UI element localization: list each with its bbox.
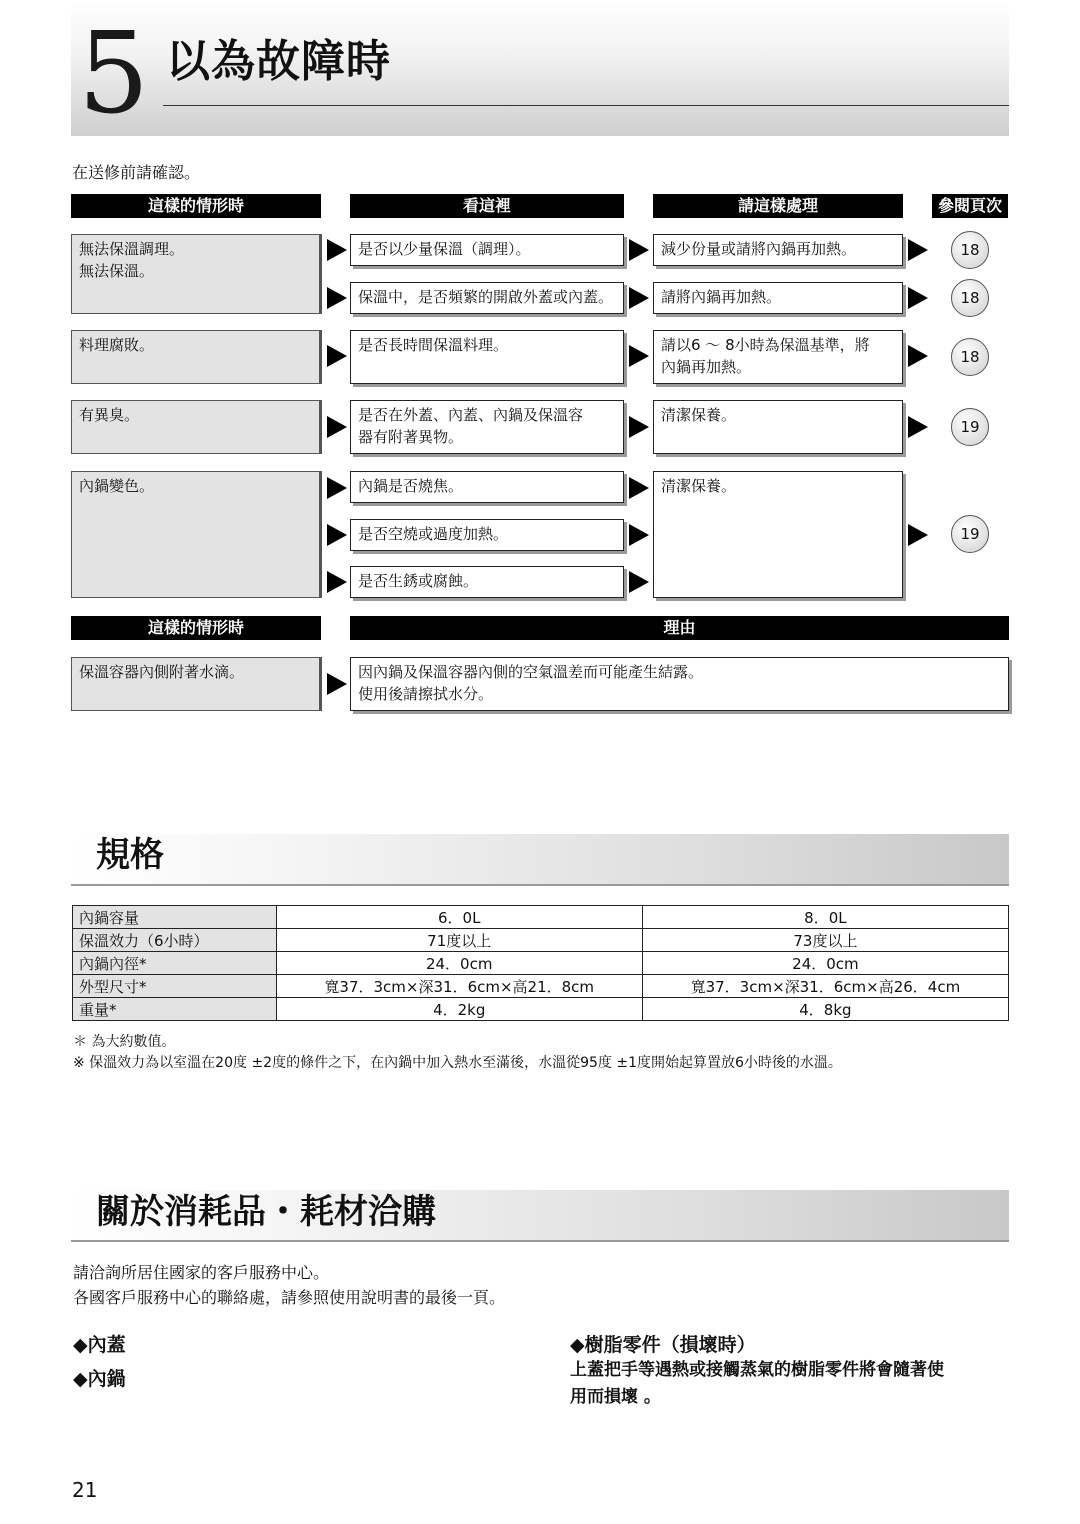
spec-label: 保溫效力（6小時） <box>73 929 277 952</box>
page-ref-badge: 19 <box>951 515 989 553</box>
spec-title: 規格 <box>96 835 164 875</box>
intro-text: 在送修前請確認。 <box>72 163 201 182</box>
spec-label: 內鍋容量 <box>73 906 277 929</box>
table-row <box>73 929 1009 952</box>
arrow-icon <box>908 524 928 546</box>
page-number: 21 <box>72 1478 98 1502</box>
spec-value: 71度以上 <box>276 929 642 952</box>
chapter-number: 5 <box>78 9 150 139</box>
reason-text: 因內鍋及保溫容器內側的空氣溫差而可能產生結露。 使用後請擦拭水分。 <box>350 657 1009 711</box>
table-row <box>73 975 1009 998</box>
spec-note-keep-warm: ※ 保溫效力為以室溫在20度 ±2度的條件之下，在內鍋中加入熱水至滿後，水溫從95度 ±1度開始起算置放6小時後的水溫。 <box>73 1055 842 1071</box>
page-ref-badge: 18 <box>951 279 989 317</box>
spec-label: 重量* <box>73 998 277 1021</box>
arrow-icon <box>629 239 649 261</box>
arrow-icon <box>629 524 649 546</box>
item-inner-pot: ◆內鍋 <box>73 1368 126 1390</box>
arrow-icon <box>908 416 928 438</box>
check-box: 是否生銹或腐蝕。 <box>350 566 624 598</box>
check-box: 是否長時間保溫料理。 <box>350 330 624 384</box>
arrow-icon <box>327 345 347 367</box>
check-box: 是否空燒或過度加熱。 <box>350 519 624 551</box>
consumables-line2: 各國客戶服務中心的聯絡處，請參照使用說明書的最後一頁。 <box>73 1288 506 1307</box>
arrow-icon <box>629 416 649 438</box>
check-box: 是否在外蓋、內蓋、內鍋及保溫容 器有附著異物。 <box>350 400 624 454</box>
arrow-icon <box>629 345 649 367</box>
page-ref-badge: 18 <box>951 231 989 269</box>
item-inner-lid: ◆內蓋 <box>73 1334 126 1356</box>
spec-label: 外型尺寸* <box>73 975 277 998</box>
spec-note-approx: ＊ 為大約數值。 <box>73 1034 176 1050</box>
remedy-box: 減少份量或請將內鍋再加熱。 <box>653 234 903 266</box>
remedy-box: 清潔保養。 <box>653 400 903 454</box>
header-page: 參閱頁次 <box>932 194 1008 218</box>
arrow-icon <box>908 345 928 367</box>
table-row <box>73 906 1009 929</box>
check-box: 保溫中，是否頻繁的開啟外蓋或內蓋。 <box>350 282 624 314</box>
page-ref-badge: 19 <box>951 408 989 446</box>
arrow-icon <box>908 239 928 261</box>
symptom-food-spoiled: 料理腐敗。 <box>71 330 322 384</box>
title-rule <box>163 105 1009 106</box>
spec-value: 24．0cm <box>642 952 1008 975</box>
spec-table <box>72 905 1009 1021</box>
spec-value: 24．0cm <box>276 952 642 975</box>
symptom-pot-discolor: 內鍋變色。 <box>71 471 322 598</box>
resin-parts-title: ◆樹脂零件（損壞時） <box>570 1334 756 1356</box>
spec-value: 8．0L <box>642 906 1008 929</box>
spec-value: 6．0L <box>276 906 642 929</box>
spec-band <box>71 834 1009 886</box>
remedy-box: 請以6 ～ 8小時為保溫基準，將 內鍋再加熱。 <box>653 330 903 384</box>
arrow-icon <box>327 477 347 499</box>
remedy-box: 請將內鍋再加熱。 <box>653 282 903 314</box>
consumables-line1: 請洽詢所居住國家的客戶服務中心。 <box>73 1263 330 1282</box>
spec-value: 4．2kg <box>276 998 642 1021</box>
spec-value: 73度以上 <box>642 929 1008 952</box>
consumables-title: 關於消耗品・耗材洽購 <box>96 1192 436 1232</box>
page-ref-badge: 18 <box>951 338 989 376</box>
chapter-title: 以為故障時 <box>166 36 391 87</box>
symptom-odor: 有異臭。 <box>71 400 322 454</box>
arrow-icon <box>327 673 347 695</box>
check-box: 是否以少量保溫（調理）。 <box>350 234 624 266</box>
arrow-icon <box>629 477 649 499</box>
spec-value: 寬37．3cm×深31．6cm×高26．4cm <box>642 975 1008 998</box>
header-check: 看這裡 <box>350 194 624 218</box>
reason-header-symptom: 這樣的情形時 <box>71 616 321 640</box>
header-symptom: 這樣的情形時 <box>71 194 321 218</box>
arrow-icon <box>327 524 347 546</box>
resin-parts-text: 上蓋把手等遇熱或接觸蒸氣的樹脂零件將會隨著使 用而損壞 。 <box>570 1360 944 1407</box>
header-remedy: 請這樣處理 <box>653 194 903 218</box>
reason-symptom: 保溫容器內側附著水滴。 <box>71 657 322 711</box>
spec-value: 4．8kg <box>642 998 1008 1021</box>
symptom-no-keep-warm: 無法保溫調理。 無法保溫。 <box>71 234 322 314</box>
reason-header-reason: 理由 <box>350 616 1009 640</box>
arrow-icon <box>327 287 347 309</box>
arrow-icon <box>327 416 347 438</box>
remedy-box: 清潔保養。 <box>653 471 903 598</box>
arrow-icon <box>629 571 649 593</box>
table-row <box>73 998 1009 1021</box>
check-box: 內鍋是否燒焦。 <box>350 471 624 503</box>
spec-label: 內鍋內徑* <box>73 952 277 975</box>
table-row <box>73 952 1009 975</box>
arrow-icon <box>908 287 928 309</box>
arrow-icon <box>327 571 347 593</box>
arrow-icon <box>327 239 347 261</box>
arrow-icon <box>629 287 649 309</box>
spec-value: 寬37．3cm×深31．6cm×高21．8cm <box>276 975 642 998</box>
